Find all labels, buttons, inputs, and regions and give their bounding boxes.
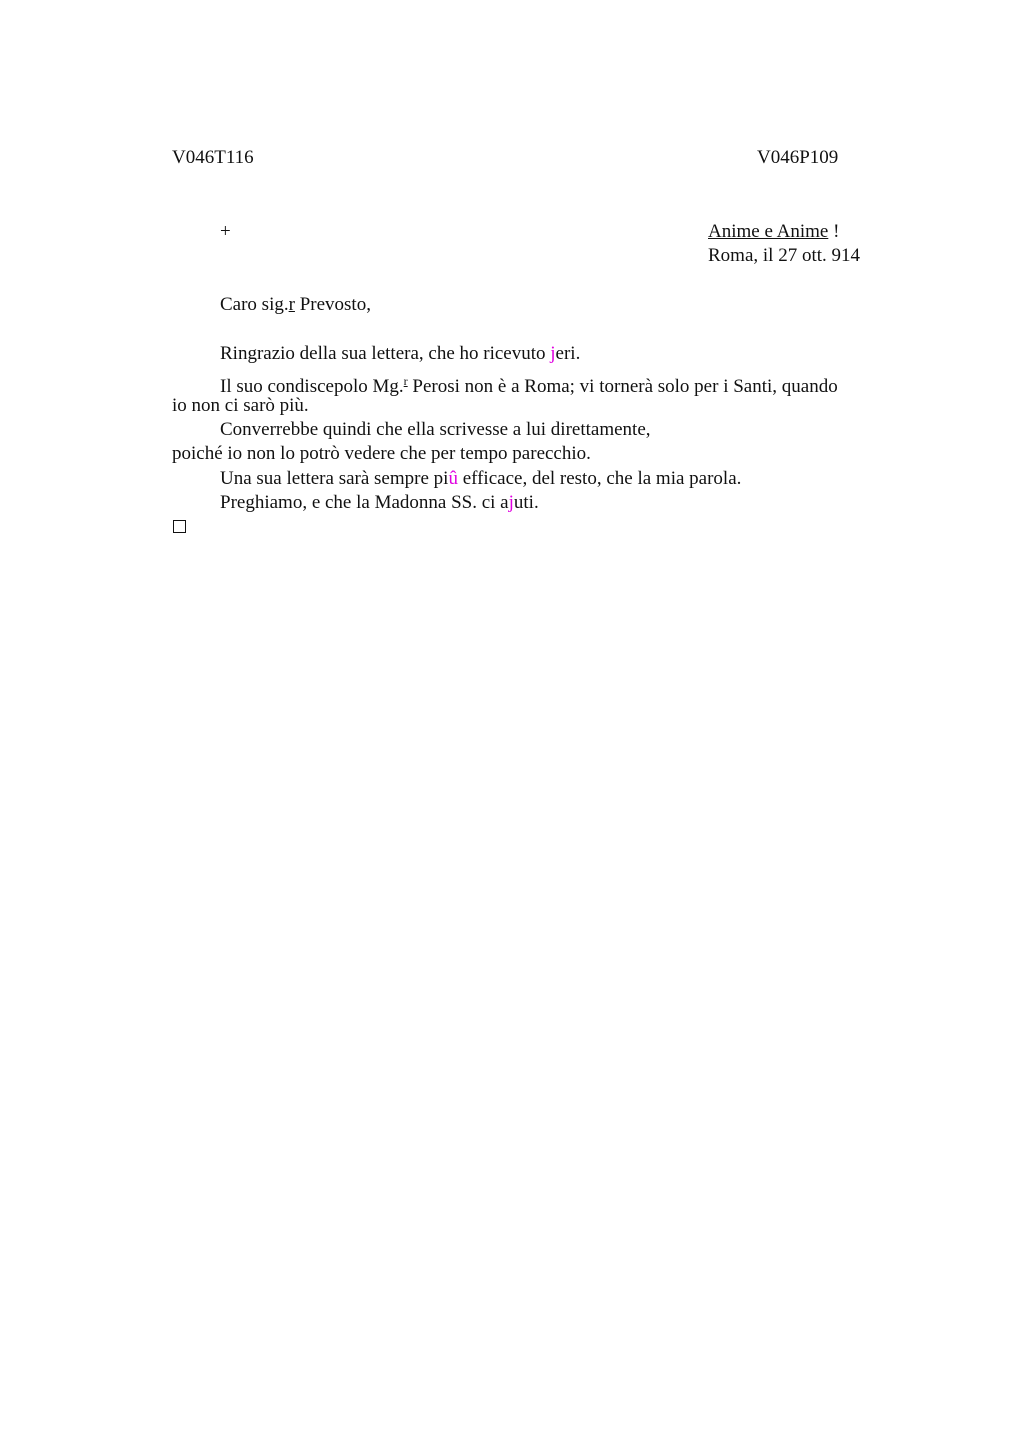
place-date: Roma, il 27 ott. 914 bbox=[708, 245, 860, 266]
motto-line bbox=[708, 220, 839, 244]
document-code-left: V046T116 bbox=[172, 147, 254, 168]
motto-exclamation: ! bbox=[828, 221, 840, 242]
paragraph-prayer-start: Preghiamo, e che la Madonna SS. ci a bbox=[220, 492, 509, 513]
paragraph-perosi-start: Il suo condiscepolo Mg. bbox=[220, 376, 404, 397]
motto-text: Anime e Anime bbox=[708, 221, 829, 242]
salutation-end: Prevosto, bbox=[294, 294, 371, 315]
empty-square-icon bbox=[173, 520, 186, 533]
document-code-right: V046P109 bbox=[757, 147, 839, 168]
paragraph-prayer bbox=[220, 491, 539, 515]
salutation bbox=[220, 293, 371, 317]
salutation-abbreviation: r bbox=[288, 294, 295, 315]
cross-mark: + bbox=[220, 221, 231, 242]
paragraph-write-line2: poiché io non lo potrò vedere che per tempo parecchio. bbox=[172, 443, 591, 464]
paragraph-thanks-end: eri. bbox=[555, 343, 581, 364]
paragraph-thanks bbox=[220, 342, 580, 366]
paragraph-efficacy-start: Una sua lettera sarà sempre pi bbox=[220, 468, 449, 489]
highlighted-letter: j bbox=[550, 343, 556, 364]
paragraph-perosi-line2: io non ci sarò più. bbox=[172, 395, 309, 416]
salutation-start: Caro sig. bbox=[220, 294, 289, 315]
paragraph-perosi-end: Perosi non è a Roma; vi tornerà solo per i Santi, quando bbox=[407, 376, 838, 397]
paragraph-thanks-start: Ringrazio della sua lettera, che ho ricevuto bbox=[220, 343, 551, 364]
paragraph-perosi-line1 bbox=[220, 369, 838, 399]
paragraph-letter-efficacy bbox=[220, 467, 741, 491]
highlighted-letter: û bbox=[448, 468, 458, 489]
paragraph-efficacy-end: efficace, del resto, che la mia parola. bbox=[457, 468, 742, 489]
paragraph-prayer-end: uti. bbox=[513, 492, 539, 513]
superscript-abbreviation: r bbox=[403, 374, 408, 388]
paragraph-write-line1: Converrebbe quindi che ella scrivesse a lui direttamente, bbox=[220, 419, 651, 440]
highlighted-letter: j bbox=[508, 492, 514, 513]
